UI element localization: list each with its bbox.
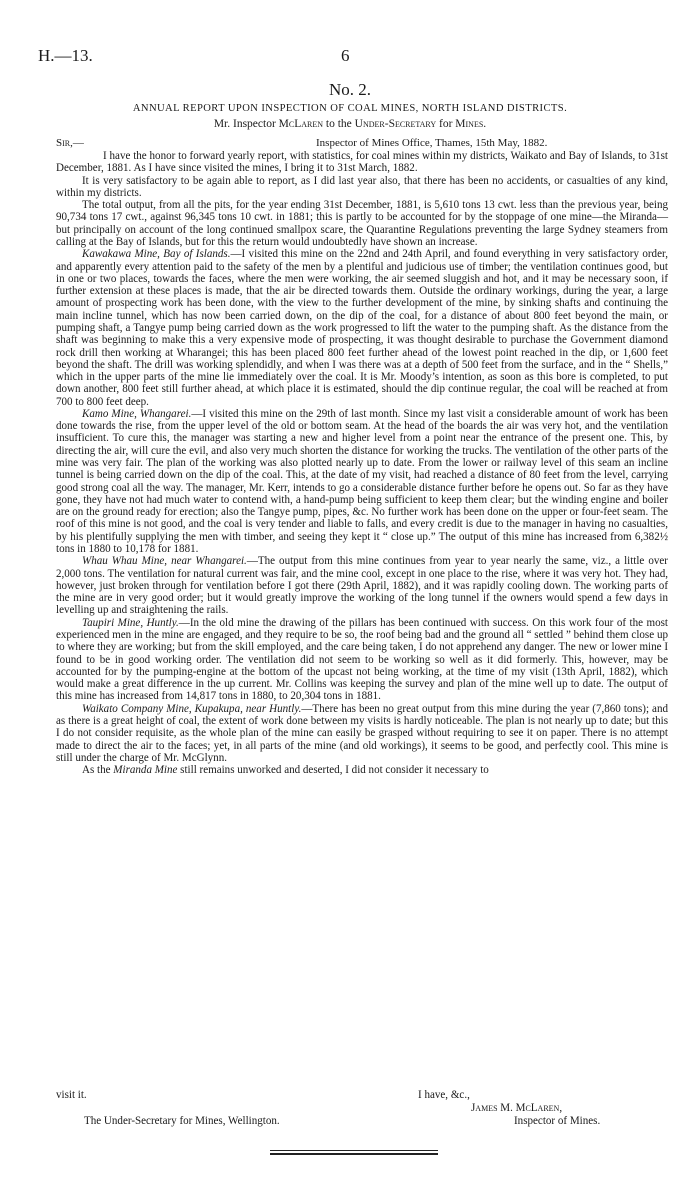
paragraph-whau-whau-mine — [56, 555, 668, 616]
mine-heading: Miranda Mine — [113, 764, 178, 777]
mine-heading: Waikato Company Mine, Kupakupa, near Huntly. — [82, 702, 302, 715]
subtitle-suffix: for — [436, 118, 456, 130]
paragraph-text: —I visited this mine on the 22nd and 24th April, and found everything in very satisfactory order, and apparently every attention paid to the safety of the men by a plentiful and judicious use of timber; the ventilation continues good, but in one or two places, towards the faces, where the men were working, the air seemed sluggish and hot, and it may be necessary soon, if further extension at these places is made, that the air be directed towards them. Outside the ordinary workings, during the year, a large amount of prospecting work has been done, with the view to the further development of the mine, by sinking shafts and continuing the main incline tunnel, which has now been carried down, on the dip of the coal, for a distance of about 800 feet beyond the main, or pumping shaft, a Tangye pump being carried down as the work progressed to lift the water to the pumping shaft. As the distance from the shaft was beginning to make this a very expensive mode of prospecting, it was thought desirable to purchase the Government diamond rock drill then working at Wharangei; this has been placed 800 feet further ahead of the lowest point reached in the dip, or 1,600 feet beyond the shaft. The drill was working splendidly, and when I was there was at a depth of 500 feet from the surface, and in the “ Shells,” which in the upper parts of the mine lie immediately over the coal. It is Mr. Moody’s intention, as soon as this bore is completed, to put down another, 800 feet still further ahead, at which place it is estimated, should the dip continue regular, the coal will be reached at from 700 to 800 feet deep. — [56, 248, 668, 408]
closing-rule — [270, 1150, 438, 1155]
paragraph-text: —In the old mine the drawing of the pillars has been continued with success. On this work four of the most experienced men in the mine are engaged, and they require to be so, the roof being bad and the ground all “ settled ” behind them close up to where they are working; but from the skill employed, and the care being taken, I do not apprehend any danger. The new or lower mine I found to be in good working order. The ventilation did not seem to be working so well as it did formerly. This, however, may be accounted for by the pumping-engine at the bottom of the upcast not being working, at the time of my visit (13th April, 1882), which would make a great difference in the up current. Mr. Collins was keeping the survey and plan of the mine well up to date. The output of this mine has increased from 14,817 tons in 1880, to 20,304 tons in 1881. — [56, 616, 668, 703]
paragraph-total-output — [56, 199, 668, 248]
report-subtitle — [0, 118, 700, 130]
report-title: ANNUAL REPORT UPON INSPECTION OF COAL MINES, NORTH ISLAND DISTRICTS. — [132, 103, 568, 114]
paragraph-text: —The output from this mine continues from year to year nearly the same, viz., a little over 2,000 tons. The ventilation for natural current was fair, and the mine cool, except in one place to the rise, where it was very hot. They had, however, just broken through for ventilation before I got there (29th April, 1882), and it was rapidly cooling down. The working parts of the mine are in very good order; but it would greatly improve the working of the long tunnel if the owners would spend a few days in levelling up and straightening the rails. — [56, 555, 668, 617]
signatory-name: James M. McLaren, — [471, 1102, 563, 1114]
mine-heading: Kawakawa Mine, Bay of Islands. — [82, 248, 231, 261]
paragraph-taupiri-mine — [56, 617, 668, 703]
mine-heading: Taupiri Mine, Huntly. — [82, 616, 179, 629]
paragraph-text: still remains unworked and deserted, I did not consider it necessary to — [177, 764, 489, 777]
report-body — [56, 150, 668, 776]
document-number: No. 2. — [328, 80, 372, 99]
paragraph-introduction — [56, 150, 668, 175]
paragraph-prefix: As the — [82, 764, 114, 777]
subtitle-middle: to the — [323, 118, 355, 130]
mine-heading: Kamo Mine, Whangarei. — [82, 407, 192, 420]
subtitle-recipient: Under-Secretary — [354, 118, 437, 130]
mine-heading: Whau Whau Mine, near Whangarei. — [82, 555, 247, 568]
salutation: Sir,— — [56, 137, 84, 149]
page-number: 6 — [341, 46, 350, 65]
paragraph-kawakawa-mine — [56, 248, 668, 408]
valediction: I have, &c., — [418, 1089, 470, 1101]
signatory-title: Inspector of Mines. — [514, 1115, 601, 1127]
paragraph-text: It is very satisfactory to be again able to report, as I did last year also, that there has been no accidents, or casualties of any kind, within my districts. — [56, 174, 668, 199]
subtitle-prefix: Mr. Inspector — [213, 118, 279, 130]
addressee: The Under-Secretary for Mines, Wellington. — [84, 1115, 280, 1127]
running-header — [38, 46, 660, 66]
paragraph-waikato-company-mine — [56, 703, 668, 764]
report-reference: H.—13. — [38, 46, 93, 65]
paragraph-miranda-mine — [56, 764, 668, 776]
paragraph-kamo-mine — [56, 408, 668, 555]
subtitle-end: . — [483, 118, 487, 130]
subtitle-office: Mines — [455, 118, 484, 130]
paragraph-no-accidents — [56, 175, 668, 200]
subtitle-author: McLaren — [278, 118, 324, 130]
paragraph-text: —I visited this mine on the 29th of last month. Since my last visit a considerable amount of work has been done towards the rise, from the upper level of the old or bottom seam. At the head of the boards the air was very hot, and the ventilation insufficient. To cure this, the manager was starting a new and higher level from a point near the entrance of the present one. This, by directing the air, will cure the evil, and also very much shorten the distance for working the trucks. The ventilation of the other parts of the mine was very fair. The plan of the working was also plotted nearly up to date. From the lower or railway level of this seam an incline tunnel is being carried down on the dip of the coal. This, at the date of my visit, had reached a distance of 80 feet from the level, carrying good strong coal all the way. The manager, Mr. Kerr, intends to go a considerable distance further before he opens out. So far as they have gone, they have not had much water to contend with, a hand-pump being sufficient to keep them clear; but the winding engine and boiler are on the ground ready for erection; also the Tangye pump, pipes, &c. No further work has been done on the upper or four-feet seam. The roof of this mine is not good, and the coal is very tender and liable to falls, and every credit is due to the manager in having no casualties, by his plentifully supplying the men with timber, and seeing they kept it “ close up.” The output of this mine has increased from 6,382½ tons in 1880 to 10,178 for 1881. — [56, 407, 668, 555]
paragraph-text: I have the honor to forward yearly report, with statistics, for coal mines within my districts, Waikato and Bay of Islands, to 31st December, 1881. As I have since visited the mines, I bring it to 31st March, 1882. — [56, 150, 668, 175]
office-dateline: Inspector of Mines Office, Thames, 15th May, 1882. — [316, 137, 548, 149]
paragraph-text: The total output, from all the pits, for the year ending 31st December, 1881, is 5,610 tons 13 cwt. less than the previous year, being 90,734 tons 17 cwt., against 96,345 tons 10 cwt. in 1881; this is partly to be accounted for by the stoppage of one mine—the Miranda—but principally on account of the long continued smallpox scare, the Quarantine Regulations preventing the large Sydney steamers from calling at the Bay of Islands, but for this the return would undoubtedly have shown an increase. — [56, 199, 668, 248]
closing-visit-text: visit it. — [56, 1089, 87, 1101]
paragraph-text: —There has been no great output from this mine during the year (7,860 tons); and as there is a great height of coal, the extent of work done between my visits is hardly noticeable. The plan is not nearly up to date; but this I do not consider requisite, as the whole plan of the mine can easily be grasped without requiring to see it on paper. There is no attempt made to direct the air to the faces; yet, in all parts of the mine (and old workings), it seems to be good, and perfectly cool. This mine is still under the charge of Mr. McGlynn. — [56, 702, 668, 764]
